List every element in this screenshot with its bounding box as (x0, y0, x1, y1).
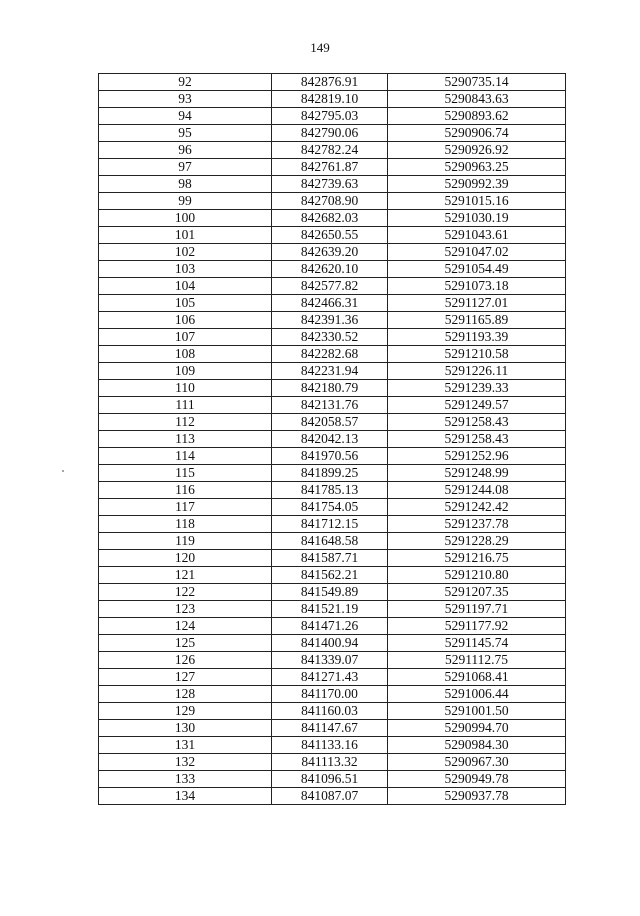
y-coordinate-cell: 5291258.43 (388, 431, 566, 448)
table-row (99, 414, 566, 431)
table-row (99, 193, 566, 210)
x-coordinate-cell: 841471.26 (272, 618, 388, 635)
point-number-cell: 96 (99, 142, 272, 159)
y-coordinate-cell: 5291127.01 (388, 295, 566, 312)
x-coordinate-cell: 842620.10 (272, 261, 388, 278)
y-coordinate-cell: 5291210.58 (388, 346, 566, 363)
y-coordinate-cell: 5291165.89 (388, 312, 566, 329)
table-row (99, 601, 566, 618)
point-number-cell: 105 (99, 295, 272, 312)
point-number-cell: 110 (99, 380, 272, 397)
table-row (99, 516, 566, 533)
table-row (99, 465, 566, 482)
table-row (99, 771, 566, 788)
x-coordinate-cell: 841899.25 (272, 465, 388, 482)
y-coordinate-cell: 5290926.92 (388, 142, 566, 159)
table-row (99, 720, 566, 737)
y-coordinate-cell: 5291193.39 (388, 329, 566, 346)
y-coordinate-cell: 5291207.35 (388, 584, 566, 601)
point-number-cell: 129 (99, 703, 272, 720)
point-number-cell: 130 (99, 720, 272, 737)
table-row (99, 669, 566, 686)
y-coordinate-cell: 5291068.41 (388, 669, 566, 686)
table-row (99, 499, 566, 516)
table-row (99, 448, 566, 465)
y-coordinate-cell: 5291210.80 (388, 567, 566, 584)
x-coordinate-cell: 842761.87 (272, 159, 388, 176)
table-row (99, 329, 566, 346)
point-number-cell: 131 (99, 737, 272, 754)
x-coordinate-cell: 842682.03 (272, 210, 388, 227)
x-coordinate-cell: 841754.05 (272, 499, 388, 516)
table-row (99, 567, 566, 584)
point-number-cell: 127 (99, 669, 272, 686)
y-coordinate-cell: 5291197.71 (388, 601, 566, 618)
table-row (99, 737, 566, 754)
point-number-cell: 99 (99, 193, 272, 210)
point-number-cell: 122 (99, 584, 272, 601)
x-coordinate-cell: 841271.43 (272, 669, 388, 686)
y-coordinate-cell: 5291006.44 (388, 686, 566, 703)
table-row (99, 74, 566, 91)
y-coordinate-cell: 5290967.30 (388, 754, 566, 771)
point-number-cell: 124 (99, 618, 272, 635)
y-coordinate-cell: 5291248.99 (388, 465, 566, 482)
x-coordinate-cell: 842231.94 (272, 363, 388, 380)
point-number-cell: 94 (99, 108, 272, 125)
x-coordinate-cell: 842876.91 (272, 74, 388, 91)
y-coordinate-cell: 5291043.61 (388, 227, 566, 244)
table-row (99, 91, 566, 108)
y-coordinate-cell: 5291249.57 (388, 397, 566, 414)
x-coordinate-cell: 842708.90 (272, 193, 388, 210)
y-coordinate-cell: 5291054.49 (388, 261, 566, 278)
point-number-cell: 126 (99, 652, 272, 669)
x-coordinate-cell: 842180.79 (272, 380, 388, 397)
point-number-cell: 117 (99, 499, 272, 516)
point-number-cell: 120 (99, 550, 272, 567)
point-number-cell: 134 (99, 788, 272, 805)
table-row (99, 397, 566, 414)
table-row (99, 210, 566, 227)
point-number-cell: 100 (99, 210, 272, 227)
x-coordinate-cell: 841648.58 (272, 533, 388, 550)
x-coordinate-cell: 841400.94 (272, 635, 388, 652)
point-number-cell: 106 (99, 312, 272, 329)
y-coordinate-cell: 5291177.92 (388, 618, 566, 635)
y-coordinate-cell: 5291258.43 (388, 414, 566, 431)
x-coordinate-cell: 841549.89 (272, 584, 388, 601)
y-coordinate-cell: 5291015.16 (388, 193, 566, 210)
x-coordinate-cell: 841087.07 (272, 788, 388, 805)
y-coordinate-cell: 5290992.39 (388, 176, 566, 193)
point-number-cell: 116 (99, 482, 272, 499)
point-number-cell: 113 (99, 431, 272, 448)
point-number-cell: 103 (99, 261, 272, 278)
x-coordinate-cell: 841587.71 (272, 550, 388, 567)
point-number-cell: 128 (99, 686, 272, 703)
table-row (99, 227, 566, 244)
table-row (99, 635, 566, 652)
table-row (99, 346, 566, 363)
point-number-cell: 114 (99, 448, 272, 465)
y-coordinate-cell: 5291242.42 (388, 499, 566, 516)
point-number-cell: 98 (99, 176, 272, 193)
point-number-cell: 123 (99, 601, 272, 618)
x-coordinate-cell: 841562.21 (272, 567, 388, 584)
x-coordinate-cell: 842795.03 (272, 108, 388, 125)
x-coordinate-cell: 841133.16 (272, 737, 388, 754)
y-coordinate-cell: 5290984.30 (388, 737, 566, 754)
y-coordinate-cell: 5291239.33 (388, 380, 566, 397)
x-coordinate-cell: 842466.31 (272, 295, 388, 312)
table-row (99, 363, 566, 380)
point-number-cell: 93 (99, 91, 272, 108)
table-row (99, 380, 566, 397)
table-row (99, 703, 566, 720)
table-row (99, 142, 566, 159)
x-coordinate-cell: 842282.68 (272, 346, 388, 363)
x-coordinate-cell: 842650.55 (272, 227, 388, 244)
y-coordinate-cell: 5290949.78 (388, 771, 566, 788)
table-row (99, 482, 566, 499)
x-coordinate-cell: 842819.10 (272, 91, 388, 108)
point-number-cell: 112 (99, 414, 272, 431)
y-coordinate-cell: 5290893.62 (388, 108, 566, 125)
table-row (99, 533, 566, 550)
point-number-cell: 118 (99, 516, 272, 533)
table-row (99, 312, 566, 329)
point-number-cell: 125 (99, 635, 272, 652)
table-row (99, 431, 566, 448)
y-coordinate-cell: 5290963.25 (388, 159, 566, 176)
table-row (99, 244, 566, 261)
point-number-cell: 132 (99, 754, 272, 771)
x-coordinate-cell: 842131.76 (272, 397, 388, 414)
table-row (99, 550, 566, 567)
table-row (99, 618, 566, 635)
point-number-cell: 109 (99, 363, 272, 380)
x-coordinate-cell: 841147.67 (272, 720, 388, 737)
x-coordinate-cell: 841339.07 (272, 652, 388, 669)
table-row (99, 295, 566, 312)
point-number-cell: 104 (99, 278, 272, 295)
x-coordinate-cell: 841160.03 (272, 703, 388, 720)
x-coordinate-cell: 841096.51 (272, 771, 388, 788)
coordinates-table (98, 73, 566, 805)
y-coordinate-cell: 5290994.70 (388, 720, 566, 737)
point-number-cell: 107 (99, 329, 272, 346)
x-coordinate-cell: 842639.20 (272, 244, 388, 261)
x-coordinate-cell: 842042.13 (272, 431, 388, 448)
x-coordinate-cell: 841113.32 (272, 754, 388, 771)
point-number-cell: 95 (99, 125, 272, 142)
y-coordinate-cell: 5291228.29 (388, 533, 566, 550)
point-number-cell: 121 (99, 567, 272, 584)
table-row (99, 652, 566, 669)
y-coordinate-cell: 5291216.75 (388, 550, 566, 567)
y-coordinate-cell: 5291244.08 (388, 482, 566, 499)
table-row (99, 125, 566, 142)
table-row (99, 261, 566, 278)
x-coordinate-cell: 841785.13 (272, 482, 388, 499)
y-coordinate-cell: 5291030.19 (388, 210, 566, 227)
x-coordinate-cell: 842577.82 (272, 278, 388, 295)
point-number-cell: 111 (99, 397, 272, 414)
scan-speck (62, 470, 64, 472)
x-coordinate-cell: 841970.56 (272, 448, 388, 465)
y-coordinate-cell: 5290735.14 (388, 74, 566, 91)
x-coordinate-cell: 842739.63 (272, 176, 388, 193)
y-coordinate-cell: 5291073.18 (388, 278, 566, 295)
y-coordinate-cell: 5291252.96 (388, 448, 566, 465)
point-number-cell: 119 (99, 533, 272, 550)
point-number-cell: 102 (99, 244, 272, 261)
point-number-cell: 101 (99, 227, 272, 244)
y-coordinate-cell: 5291226.11 (388, 363, 566, 380)
point-number-cell: 108 (99, 346, 272, 363)
point-number-cell: 115 (99, 465, 272, 482)
point-number-cell: 133 (99, 771, 272, 788)
point-number-cell: 97 (99, 159, 272, 176)
x-coordinate-cell: 842058.57 (272, 414, 388, 431)
table-row (99, 754, 566, 771)
table-row (99, 108, 566, 125)
x-coordinate-cell: 841170.00 (272, 686, 388, 703)
point-number-cell: 92 (99, 74, 272, 91)
table-row (99, 788, 566, 805)
table-row (99, 278, 566, 295)
x-coordinate-cell: 842330.52 (272, 329, 388, 346)
y-coordinate-cell: 5291145.74 (388, 635, 566, 652)
table-row (99, 686, 566, 703)
x-coordinate-cell: 842391.36 (272, 312, 388, 329)
table-row (99, 176, 566, 193)
x-coordinate-cell: 842782.24 (272, 142, 388, 159)
y-coordinate-cell: 5290937.78 (388, 788, 566, 805)
page-number: 149 (310, 40, 330, 55)
table-row (99, 584, 566, 601)
y-coordinate-cell: 5291047.02 (388, 244, 566, 261)
y-coordinate-cell: 5291112.75 (388, 652, 566, 669)
x-coordinate-cell: 842790.06 (272, 125, 388, 142)
y-coordinate-cell: 5291237.78 (388, 516, 566, 533)
y-coordinate-cell: 5291001.50 (388, 703, 566, 720)
x-coordinate-cell: 841712.15 (272, 516, 388, 533)
coordinates-table-body (99, 74, 566, 805)
y-coordinate-cell: 5290906.74 (388, 125, 566, 142)
y-coordinate-cell: 5290843.63 (388, 91, 566, 108)
x-coordinate-cell: 841521.19 (272, 601, 388, 618)
table-row (99, 159, 566, 176)
